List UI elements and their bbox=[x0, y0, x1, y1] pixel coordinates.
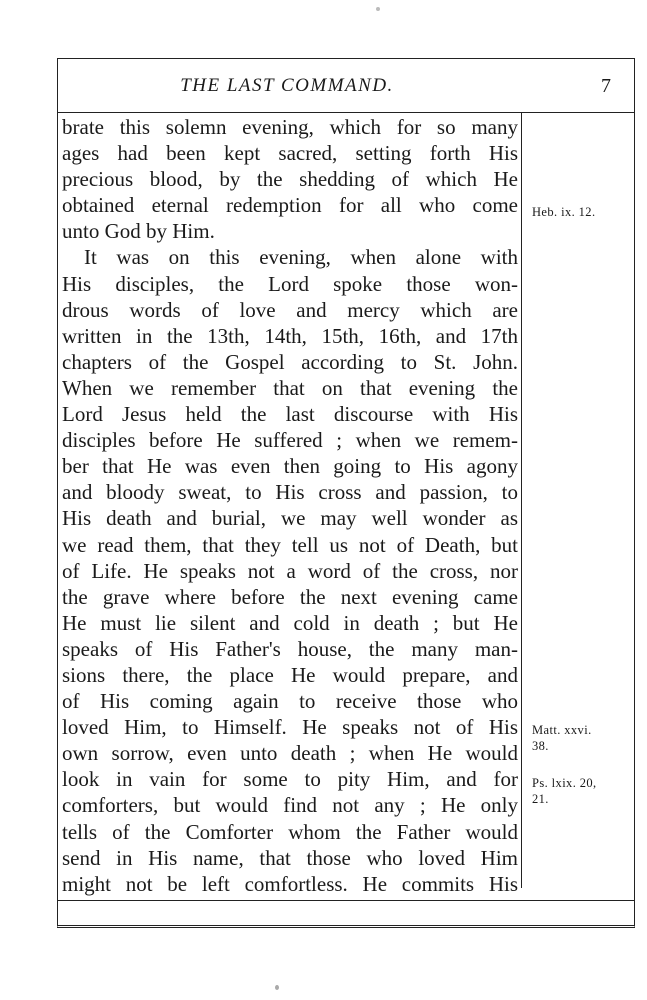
bottom-rule bbox=[57, 900, 635, 901]
text-line: It was on this evening, when alone with bbox=[84, 245, 518, 270]
margin-rule bbox=[521, 113, 522, 888]
text-line: own sorrow, even unto death ; when He would bbox=[62, 741, 518, 766]
text-line: of His coming again to receive those who bbox=[62, 689, 518, 714]
margin-note-line: Matt. xxvi. bbox=[532, 723, 592, 737]
text-line: unto God by Him. bbox=[62, 219, 215, 244]
paper-speck bbox=[275, 985, 279, 990]
text-line: drous words of love and mercy which are bbox=[62, 297, 518, 322]
text-line: might not be left comfortless. He commits His bbox=[62, 871, 518, 896]
text-line: look in vain for some to pity Him, and for bbox=[62, 767, 518, 792]
text-line: His disciples, the Lord spoke those won- bbox=[62, 271, 518, 296]
text-line: loved Him, to Himself. He speaks not of His bbox=[62, 715, 518, 740]
margin-note-hebrews bbox=[532, 204, 595, 220]
margin-note-matthew bbox=[532, 722, 592, 754]
text-line: Lord Jesus held the last discourse with His bbox=[62, 402, 518, 427]
text-line: chapters of the Gospel according to St. John. bbox=[62, 349, 518, 374]
paper-speck bbox=[376, 7, 380, 11]
margin-note-line: 21. bbox=[532, 792, 549, 806]
text-line: ber that He was even then going to His agony bbox=[62, 454, 518, 479]
margin-note-line: Ps. lxix. 20, bbox=[532, 776, 597, 790]
text-line: His death and burial, we may well wonder as bbox=[62, 506, 518, 531]
text-line: comforters, but would find not any ; He only bbox=[62, 793, 518, 818]
text-line: we read them, that they tell us not of Death, but bbox=[62, 532, 518, 557]
text-line: tells of the Comforter whom the Father would bbox=[62, 819, 518, 844]
text-line: brate this solemn evening, which for so many bbox=[62, 115, 518, 139]
text-line: written in the 13th, 14th, 15th, 16th, and 17th bbox=[62, 323, 518, 348]
running-header bbox=[57, 58, 635, 113]
margin-note-line: 38. bbox=[532, 739, 549, 753]
page-number: 7 bbox=[601, 75, 611, 97]
text-line: send in His name, that those who loved Him bbox=[62, 845, 518, 870]
body-text bbox=[62, 114, 518, 897]
text-line: He must lie silent and cold in death ; but He bbox=[62, 610, 518, 635]
text-line: speaks of His Father's house, the many man- bbox=[62, 636, 518, 661]
margin-note-line: Heb. ix. 12. bbox=[532, 205, 596, 219]
text-line: ages had been kept sacred, setting forth His bbox=[62, 141, 518, 166]
text-line: of Life. He speaks not a word of the cross, nor bbox=[62, 558, 518, 583]
text-line: disciples before He suffered ; when we remem- bbox=[62, 428, 518, 453]
text-line: When we remember that on that evening the bbox=[62, 375, 518, 400]
margin-note-psalms bbox=[532, 775, 597, 807]
text-line: and bloody sweat, to His cross and passion, to bbox=[62, 480, 518, 505]
text-line: sions there, the place He would prepare, and bbox=[62, 662, 518, 687]
text-line: precious blood, by the shedding of which He bbox=[62, 167, 518, 192]
text-line: the grave where before the next evening came bbox=[62, 584, 518, 609]
running-title: THE LAST COMMAND. bbox=[180, 75, 394, 96]
text-line: obtained eternal redemption for all who come bbox=[62, 193, 518, 218]
